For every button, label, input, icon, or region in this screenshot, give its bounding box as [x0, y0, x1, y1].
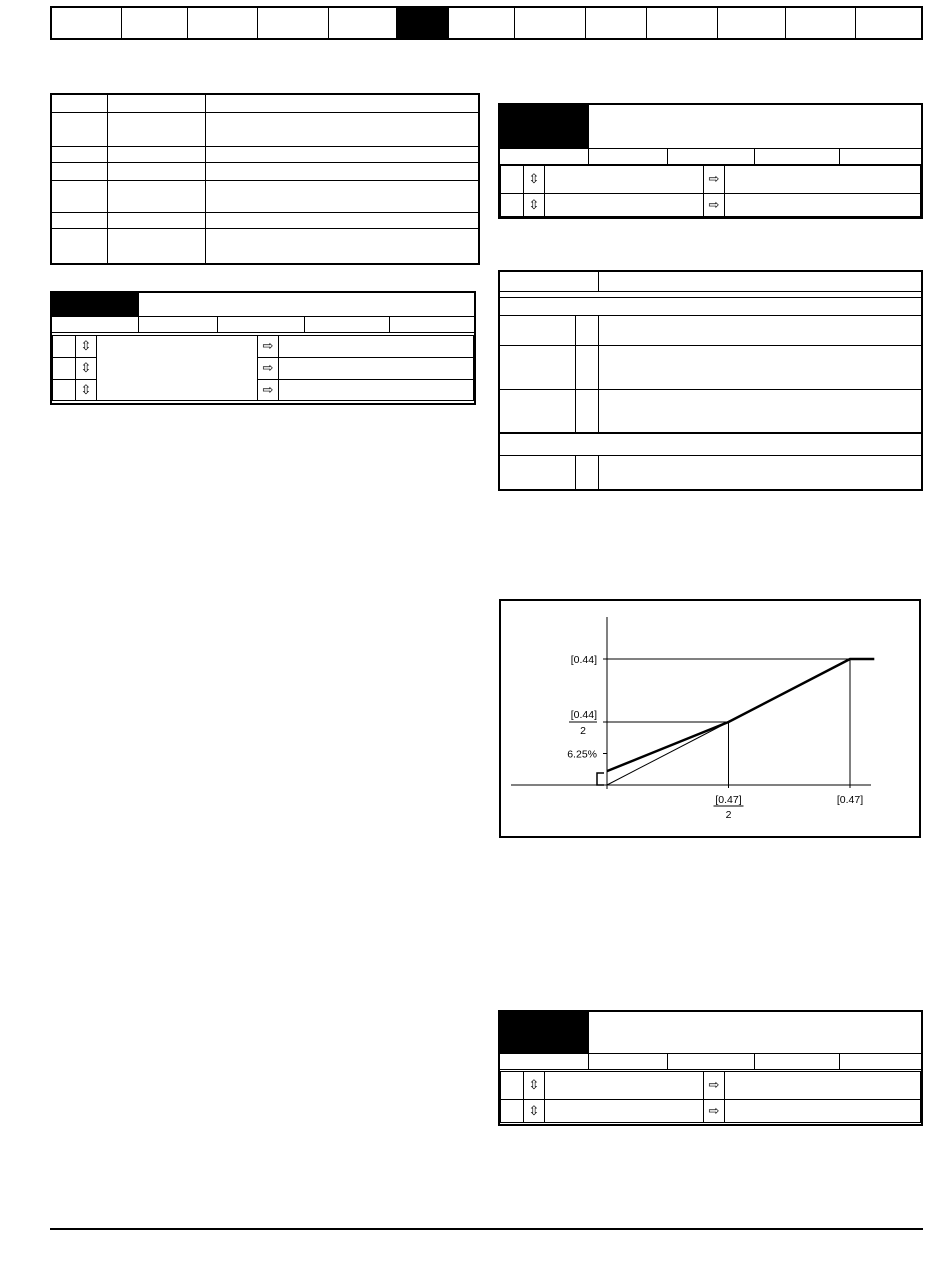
- x-tick-label: [0.47]: [715, 794, 742, 806]
- x-tick-label: [0.47]: [836, 794, 864, 806]
- right-arrow-icon: ⇨: [704, 1099, 725, 1122]
- series-line-boosted: [607, 659, 874, 771]
- up-down-arrow-icon: ⇳: [524, 193, 545, 216]
- nav-tab[interactable]: [515, 8, 586, 38]
- nav-tab[interactable]: [586, 8, 647, 38]
- parameter-title: [139, 292, 476, 316]
- nav-tab[interactable]: [856, 8, 921, 38]
- y-tick-label: [0.44]: [570, 709, 597, 721]
- parameter-box-left: [50, 291, 476, 405]
- parameter-number-header: [499, 1011, 589, 1053]
- nav-tab[interactable]: [329, 8, 397, 38]
- x-tick-label-denominator: 2: [725, 809, 732, 821]
- nav-tab[interactable]: [188, 8, 258, 38]
- series-line-linear: [607, 722, 729, 785]
- parameter-title: [589, 104, 923, 148]
- nav-tab[interactable]: [258, 8, 329, 38]
- parameter-title: [589, 1011, 923, 1053]
- parameter-box-right-top: [498, 103, 923, 219]
- right-arrow-icon: ⇨: [704, 193, 725, 216]
- up-down-arrow-icon: ⇳: [524, 1099, 545, 1122]
- parameter-number-header: [51, 292, 139, 316]
- footer-rule: [50, 1228, 923, 1230]
- boost-chart: [499, 599, 921, 838]
- nav-tab[interactable]: [449, 8, 515, 38]
- value-table-right: [498, 270, 923, 491]
- nav-tab-active[interactable]: [397, 8, 449, 38]
- right-arrow-icon: ⇨: [704, 165, 725, 193]
- up-down-arrow-icon: ⇳: [76, 379, 97, 400]
- nav-tab[interactable]: [647, 8, 718, 38]
- parameter-number-header: [499, 104, 589, 148]
- top-nav-bar: [50, 6, 923, 40]
- right-arrow-icon: ⇨: [704, 1071, 725, 1099]
- up-down-arrow-icon: ⇳: [524, 1071, 545, 1099]
- value-table-left: [50, 93, 480, 265]
- nav-tab[interactable]: [718, 8, 786, 38]
- right-arrow-icon: ⇨: [258, 335, 279, 357]
- y-tick-label-denominator: 2: [580, 725, 586, 737]
- boost-chart-svg: [501, 601, 918, 835]
- parameter-box-right-bottom: [498, 1010, 923, 1126]
- up-down-arrow-icon: ⇳: [524, 165, 545, 193]
- up-down-arrow-icon: ⇳: [76, 335, 97, 357]
- y-tick-label: [0.44]: [570, 654, 597, 666]
- y-tick-label: 6.25%: [567, 748, 597, 761]
- right-arrow-icon: ⇨: [258, 357, 279, 379]
- up-down-arrow-icon: ⇳: [76, 357, 97, 379]
- nav-tab[interactable]: [122, 8, 188, 38]
- origin-bracket: [597, 773, 604, 785]
- nav-tab[interactable]: [786, 8, 856, 38]
- nav-tab[interactable]: [52, 8, 122, 38]
- right-arrow-icon: ⇨: [258, 379, 279, 400]
